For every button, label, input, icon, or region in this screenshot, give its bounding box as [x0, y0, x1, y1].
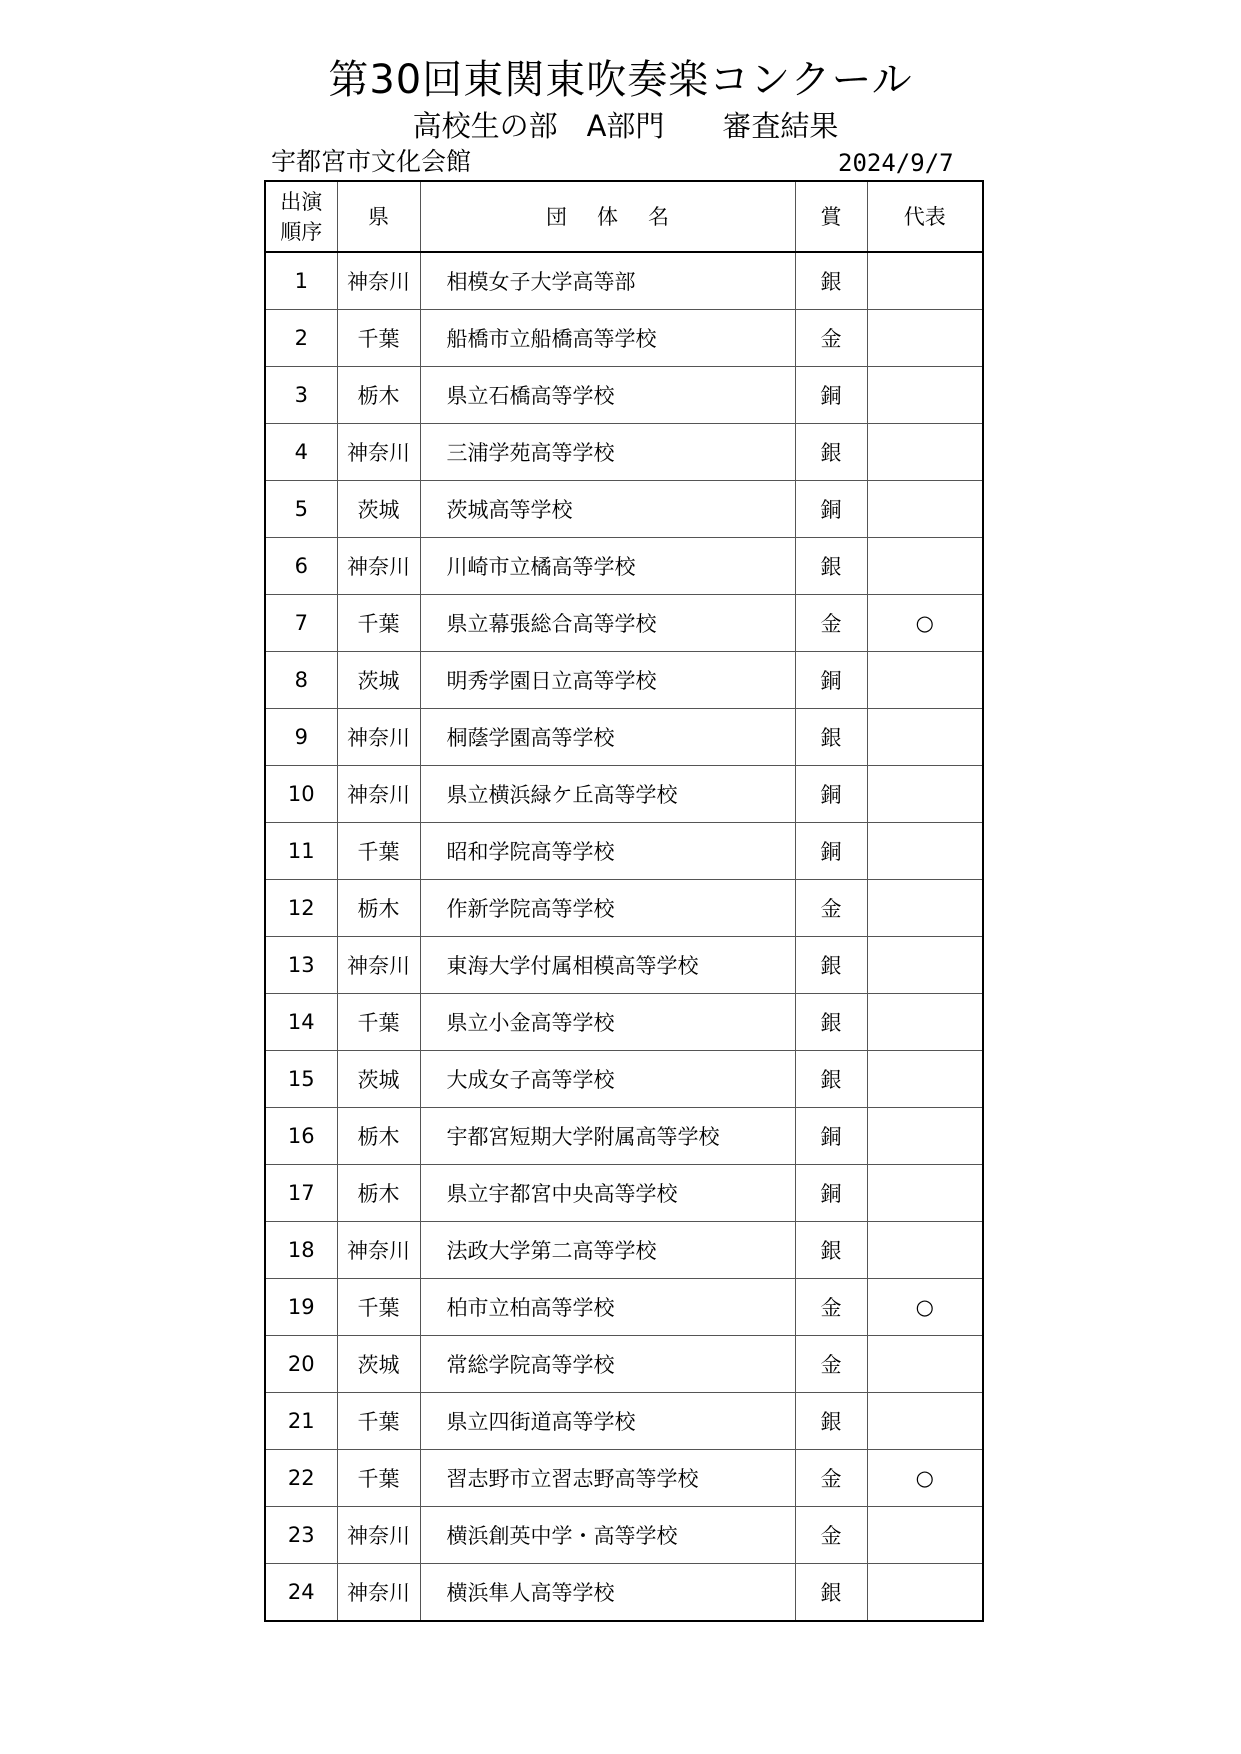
cell-group-name: 相模女子大学高等部 [420, 252, 795, 310]
cell-prefecture: 神奈川 [337, 424, 420, 481]
column-header-group-name: 団体名 [420, 181, 795, 252]
cell-award: 銀 [795, 1564, 867, 1622]
cell-award: 金 [795, 1279, 867, 1336]
cell-representative [867, 880, 983, 937]
cell-prefecture: 千葉 [337, 310, 420, 367]
cell-group-name: 県立石橋高等学校 [420, 367, 795, 424]
cell-prefecture: 神奈川 [337, 1564, 420, 1622]
cell-representative [867, 481, 983, 538]
cell-prefecture: 茨城 [337, 652, 420, 709]
table-row [265, 1165, 983, 1222]
cell-representative: ○ [867, 1450, 983, 1507]
cell-prefecture: 神奈川 [337, 1222, 420, 1279]
cell-group-name: 常総学院高等学校 [420, 1336, 795, 1393]
table-header-row [265, 181, 983, 252]
cell-prefecture: 千葉 [337, 1279, 420, 1336]
cell-order: 17 [265, 1165, 337, 1222]
cell-order: 5 [265, 481, 337, 538]
cell-representative [867, 538, 983, 595]
results-body [265, 252, 983, 1621]
cell-award: 銅 [795, 1165, 867, 1222]
cell-award: 銀 [795, 424, 867, 481]
cell-group-name: 大成女子高等学校 [420, 1051, 795, 1108]
column-header-award: 賞 [795, 181, 867, 252]
table-row [265, 252, 983, 310]
cell-order: 2 [265, 310, 337, 367]
cell-order: 20 [265, 1336, 337, 1393]
table-row [265, 937, 983, 994]
cell-prefecture: 千葉 [337, 1393, 420, 1450]
table-row [265, 1222, 983, 1279]
cell-representative [867, 1108, 983, 1165]
cell-prefecture: 茨城 [337, 1051, 420, 1108]
cell-order: 9 [265, 709, 337, 766]
cell-representative [867, 766, 983, 823]
cell-award: 金 [795, 1507, 867, 1564]
cell-representative [867, 823, 983, 880]
cell-award: 銅 [795, 367, 867, 424]
cell-award: 銀 [795, 994, 867, 1051]
cell-group-name: 昭和学院高等学校 [420, 823, 795, 880]
table-row [265, 1051, 983, 1108]
cell-group-name: 県立横浜緑ケ丘高等学校 [420, 766, 795, 823]
cell-prefecture: 神奈川 [337, 1507, 420, 1564]
cell-order: 8 [265, 652, 337, 709]
table-row [265, 424, 983, 481]
cell-group-name: 柏市立柏高等学校 [420, 1279, 795, 1336]
cell-group-name: 県立四街道高等学校 [420, 1393, 795, 1450]
cell-award: 銅 [795, 766, 867, 823]
table-row [265, 994, 983, 1051]
cell-representative [867, 709, 983, 766]
cell-representative: ○ [867, 1279, 983, 1336]
cell-prefecture: 千葉 [337, 1450, 420, 1507]
column-header-order [265, 181, 337, 252]
cell-group-name: 横浜創英中学・高等学校 [420, 1507, 795, 1564]
table-row [265, 1507, 983, 1564]
cell-representative [867, 937, 983, 994]
cell-representative [867, 1507, 983, 1564]
column-header-order-line2: 順序 [280, 219, 323, 244]
cell-order: 13 [265, 937, 337, 994]
cell-award: 金 [795, 1336, 867, 1393]
cell-order: 7 [265, 595, 337, 652]
cell-prefecture: 千葉 [337, 595, 420, 652]
table-row [265, 367, 983, 424]
cell-group-name: 船橋市立船橋高等学校 [420, 310, 795, 367]
cell-award: 銀 [795, 709, 867, 766]
cell-group-name: 県立宇都宮中央高等学校 [420, 1165, 795, 1222]
cell-award: 銀 [795, 538, 867, 595]
cell-representative [867, 652, 983, 709]
cell-award: 銀 [795, 1051, 867, 1108]
results-table [264, 180, 984, 1622]
cell-award: 金 [795, 1450, 867, 1507]
cell-group-name: 作新学院高等学校 [420, 880, 795, 937]
cell-representative: ○ [867, 595, 983, 652]
cell-group-name: 宇都宮短期大学附属高等学校 [420, 1108, 795, 1165]
cell-award: 金 [795, 880, 867, 937]
cell-group-name: 東海大学付属相模高等学校 [420, 937, 795, 994]
date: 2024/9/7 [838, 149, 954, 177]
cell-award: 銅 [795, 823, 867, 880]
table-row [265, 538, 983, 595]
column-header-representative: 代表 [867, 181, 983, 252]
cell-prefecture: 神奈川 [337, 709, 420, 766]
cell-representative [867, 424, 983, 481]
table-row [265, 652, 983, 709]
cell-representative [867, 1564, 983, 1622]
cell-prefecture: 神奈川 [337, 252, 420, 310]
cell-award: 銀 [795, 937, 867, 994]
cell-prefecture: 栃木 [337, 1108, 420, 1165]
column-header-order-line1: 出演 [280, 189, 323, 214]
cell-group-name: 茨城高等学校 [420, 481, 795, 538]
cell-order: 3 [265, 367, 337, 424]
cell-prefecture: 千葉 [337, 994, 420, 1051]
cell-group-name: 川崎市立橘高等学校 [420, 538, 795, 595]
cell-prefecture: 栃木 [337, 880, 420, 937]
cell-order: 23 [265, 1507, 337, 1564]
cell-representative [867, 1393, 983, 1450]
cell-prefecture: 栃木 [337, 367, 420, 424]
cell-order: 24 [265, 1564, 337, 1622]
cell-group-name: 横浜隼人高等学校 [420, 1564, 795, 1622]
venue: 宇都宮市文化会館 [271, 147, 472, 176]
cell-representative [867, 1051, 983, 1108]
cell-group-name: 県立幕張総合高等学校 [420, 595, 795, 652]
cell-order: 6 [265, 538, 337, 595]
cell-order: 4 [265, 424, 337, 481]
cell-group-name: 習志野市立習志野高等学校 [420, 1450, 795, 1507]
table-row [265, 1450, 983, 1507]
table-row [265, 481, 983, 538]
cell-prefecture: 神奈川 [337, 766, 420, 823]
cell-representative [867, 367, 983, 424]
table-row [265, 880, 983, 937]
cell-prefecture: 茨城 [337, 1336, 420, 1393]
table-row [265, 1279, 983, 1336]
cell-group-name: 明秀学園日立高等学校 [420, 652, 795, 709]
cell-representative [867, 1222, 983, 1279]
cell-award: 銅 [795, 1108, 867, 1165]
cell-prefecture: 茨城 [337, 481, 420, 538]
cell-group-name: 三浦学苑高等学校 [420, 424, 795, 481]
cell-order: 11 [265, 823, 337, 880]
cell-order: 12 [265, 880, 337, 937]
cell-group-name: 桐蔭学園高等学校 [420, 709, 795, 766]
cell-representative [867, 1165, 983, 1222]
table-row [265, 1564, 983, 1622]
cell-group-name: 県立小金高等学校 [420, 994, 795, 1051]
cell-prefecture: 神奈川 [337, 937, 420, 994]
cell-representative [867, 1336, 983, 1393]
cell-order: 15 [265, 1051, 337, 1108]
cell-award: 金 [795, 310, 867, 367]
table-row [265, 1336, 983, 1393]
page-title: 第30回東関東吹奏楽コンクール [328, 57, 913, 103]
cell-order: 1 [265, 252, 337, 310]
cell-award: 銀 [795, 1393, 867, 1450]
table-row [265, 766, 983, 823]
cell-order: 18 [265, 1222, 337, 1279]
table-row [265, 1108, 983, 1165]
page-subtitle: 高校生の部 A部門 審査結果 [412, 109, 839, 143]
cell-order: 10 [265, 766, 337, 823]
table-row [265, 823, 983, 880]
cell-order: 21 [265, 1393, 337, 1450]
cell-representative [867, 994, 983, 1051]
table-row [265, 595, 983, 652]
cell-award: 銀 [795, 252, 867, 310]
cell-representative [867, 252, 983, 310]
table-row [265, 310, 983, 367]
cell-award: 銅 [795, 652, 867, 709]
cell-award: 金 [795, 595, 867, 652]
cell-prefecture: 千葉 [337, 823, 420, 880]
cell-award: 銅 [795, 481, 867, 538]
cell-representative [867, 310, 983, 367]
cell-order: 16 [265, 1108, 337, 1165]
cell-order: 14 [265, 994, 337, 1051]
cell-order: 19 [265, 1279, 337, 1336]
cell-prefecture: 栃木 [337, 1165, 420, 1222]
cell-group-name: 法政大学第二高等学校 [420, 1222, 795, 1279]
cell-prefecture: 神奈川 [337, 538, 420, 595]
cell-order: 22 [265, 1450, 337, 1507]
table-row [265, 1393, 983, 1450]
table-row [265, 709, 983, 766]
cell-award: 銀 [795, 1222, 867, 1279]
column-header-prefecture: 県 [337, 181, 420, 252]
